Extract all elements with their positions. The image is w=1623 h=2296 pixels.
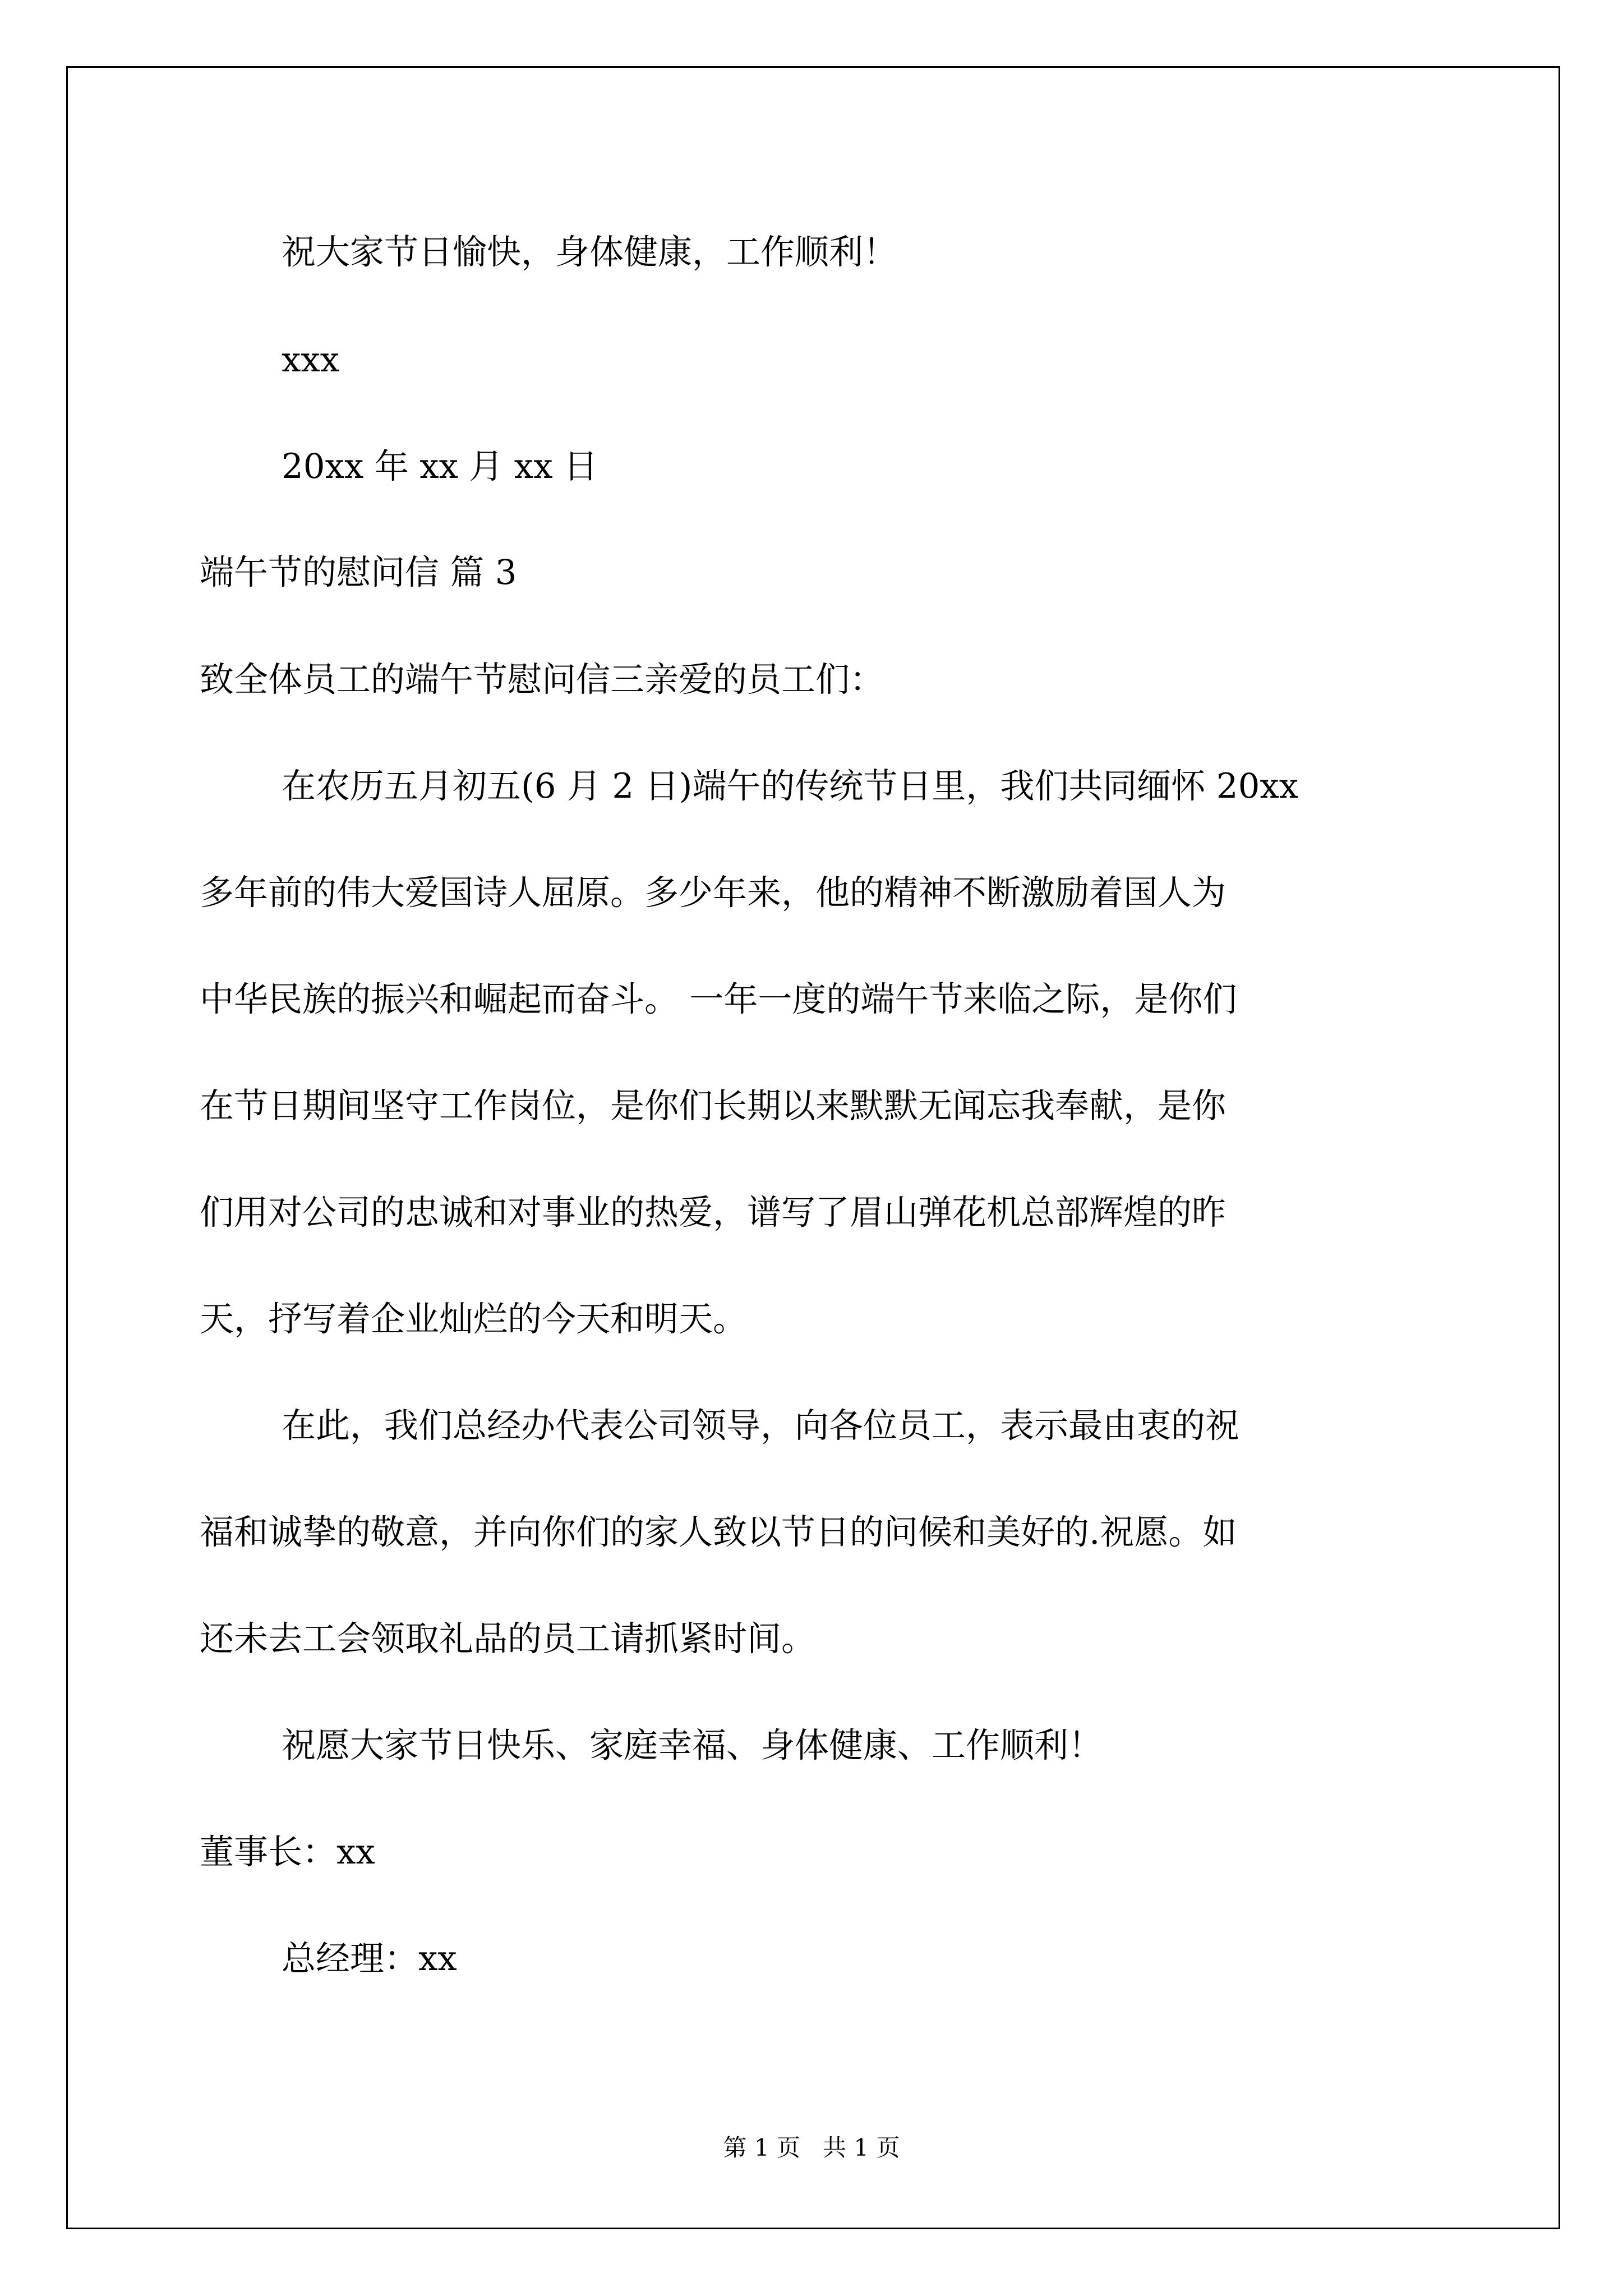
body-line: 在节日期间坚守工作岗位，是你们长期以来默默无闻忘我奉献，是你 (200, 1086, 1227, 1126)
body-line: 福和诚挚的敬意，并向你们的家人致以节日的问候和美好的.祝愿。如 (200, 1512, 1237, 1552)
letter-salutation: 致全体员工的端午节慰问信三亲爱的员工们： (200, 660, 884, 700)
page-frame (66, 66, 1560, 2229)
body-line: 们用对公司的忠诚和对事业的热爱，谱写了眉山弹花机总部辉煌的昨 (200, 1193, 1227, 1232)
body-line: 天，抒写着企业灿烂的今天和明天。 (200, 1299, 748, 1339)
body-line: 中华民族的振兴和崛起而奋斗。 一年一度的端午节来临之际，是你们 (200, 979, 1237, 1019)
general-manager-signature: 总经理：xx (282, 1939, 457, 1978)
section-heading: 端午节的慰问信 篇 3 (200, 553, 517, 592)
date-line: 20xx 年 xx 月 xx 日 (282, 447, 598, 486)
body-line: 在农历五月初五(6 月 2 日)端午的传统节日里，我们共同缅怀 20xx (282, 766, 1299, 806)
body-line: 多年前的伟大爱国诗人屈原。多少年来，他的精神不断激励着国人为 (200, 873, 1227, 913)
chairman-signature: 董事长：xx (200, 1832, 375, 1872)
page-footer: 第 1 页 共 1 页 (723, 2134, 900, 2161)
body-line: 还未去工会领取礼品的员工请抓紧时间。 (200, 1619, 816, 1659)
closing-wishes: 祝愿大家节日快乐、家庭幸福、身体健康、工作顺利！ (282, 1726, 1103, 1765)
body-line: 在此，我们总经办代表公司领导，向各位员工，表示最由衷的祝 (282, 1406, 1240, 1446)
greeting-line: 祝大家节日愉快，身体健康，工作顺利！ (282, 232, 898, 272)
signature-xxx: xxx (282, 340, 340, 380)
